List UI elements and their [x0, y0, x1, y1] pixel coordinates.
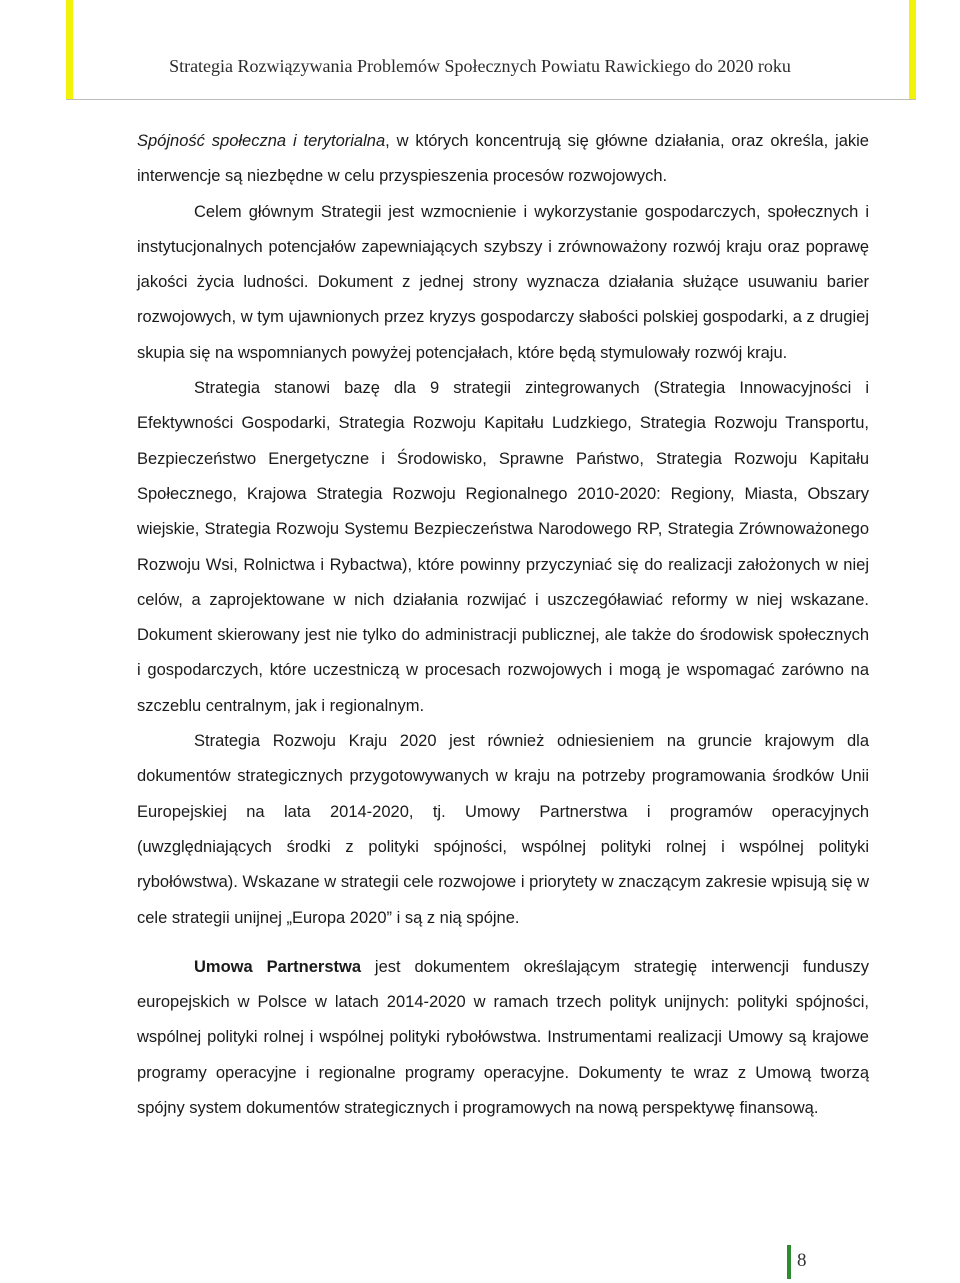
italic-phrase: Spójność społeczna i terytorialna: [137, 132, 386, 150]
paragraph-spacer: [137, 936, 869, 950]
running-header-title: Strategia Rozwiązywania Problemów Społecznych Powiatu Rawickiego do 2020 roku: [169, 56, 791, 76]
paragraph-partnership-text: jest dokumentem określającym strategię interwencji funduszy europejskich w Polsce w latach 2014-2020 w ramach trzech polityk unijnych: polityki spójności, wspólnej polityki rolnej i wspólnej polityki rybołówstwa. Instrumentami realizacji Umowy są krajowe programy operacyjne i regionalne programy operacyjne. Dokumenty te wraz z Umową tworzą spójny system dokumentów strategicznych i programowych na nową perspektywę finansową.: [137, 957, 869, 1118]
page-number-accent-bar: [787, 1245, 791, 1279]
paragraph-srk-2020: Strategia Rozwoju Kraju 2020 jest również odniesieniem na gruncie krajowym dla dokumentów strategicznych przygotowywanych w kraju na potrzeby programowania środków Unii Europejskiej na lata 2014-2020, tj. Umowy Partnerstwa i programów operacyjnych (uwzględniających środki z polityki spójności, wspólnej polityki rolnej i wspólnej polityki rybołówstwa). Wskazane w strategii cele rozwojowe i priorytety w znaczącym zakresie wpisują się w cele strategii unijnej „Europa 2020” i są z nią spójne.: [137, 732, 869, 927]
bold-term: Umowa Partnerstwa: [194, 957, 362, 976]
paragraph-strategy-goal: Celem głównym Strategii jest wzmocnienie i wykorzystanie gospodarczych, społecznych i instytucjonalnych potencjałów zapewniających szybszy i zrównoważony rozwój kraju oraz poprawę jakości życia ludności. Dokument z jednej strony wyznacza działania służące usuwaniu barier rozwojowych, w tym ujawnionych przez kryzys gospodarczy słabości polskiej gospodarki, a z drugiej skupia się na wspomnianych powyżej potencjałach, które będą stymulowały rozwój kraju.: [137, 202, 869, 362]
paragraph-partnership-agreement: [137, 950, 869, 1126]
page-number: 8: [797, 1250, 807, 1271]
header-right-accent-bar: [909, 0, 916, 100]
header-left-accent-bar: [66, 0, 73, 100]
paragraph-intro: [137, 124, 869, 195]
paragraph-integrated-strategies: Strategia stanowi bazę dla 9 strategii zintegrowanych (Strategia Innowacyjności i Efektywności Gospodarki, Strategia Rozwoju Kapitału Ludzkiego, Strategia Rozwoju Transportu, Bezpieczeństwo Energetyczne i Środowisko, Sprawne Państwo, Strategia Rozwoju Kapitału Społecznego, Krajowa Strategia Rozwoju Regionalnego 2010-2020: Regiony, Miasta, Obszary wiejskie, Strategia Rozwoju Systemu Bezpieczeństwa Narodowego RP, Strategia Zrównoważonego Rozwoju Wsi, Rolnictwa i Rybactwa), które powinny przyczyniać się do realizacji założonych w niej celów, a zaprojektowane w nich działania rozwijać i uszczegóławiać reformy w niej wskazane. Dokument skierowany jest nie tylko do administracji publicznej, ale także do środowisk społecznych i gospodarczych, które uczestniczą w procesach rozwojowych i mogą je wspomagać zarówno na szczeblu centralnym, jak i regionalnym.: [137, 379, 869, 715]
header-divider: [66, 99, 916, 100]
paragraph-intro-text: , w których koncentrują się główne działania, oraz określa, jakie interwencje są niezbędne w celu przyspieszenia procesów rozwojowych.: [137, 132, 869, 186]
document-body: [137, 124, 869, 1126]
